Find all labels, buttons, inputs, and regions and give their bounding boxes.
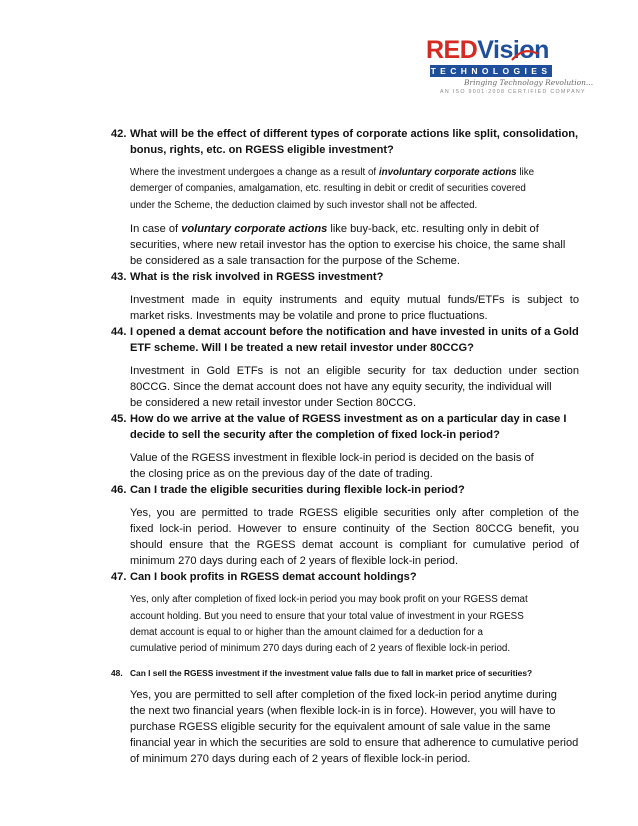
answer-43: Investment made in equity instruments and equity mutual funds/ETFs is subject to market risks. Investments may be volatile and prone to price fluctuations.: [130, 294, 579, 323]
company-logo: [426, 36, 594, 98]
faq-content: [111, 126, 579, 767]
question-46: 46. Can I trade the eligible securities during flexible lock-in period?: [111, 484, 465, 497]
logo-tagline: Bringing Technology Revolution...: [464, 78, 594, 87]
question-45: 45. How do we arrive at the value of RGESS investment as on a particular day in case I decide to sell the security after the completion of fixed lock-in period?: [111, 413, 567, 442]
answer-45: Value of the RGESS investment in flexible lock-in period is decided on the basis of the closing price as on the previous day of the date of trading.: [130, 452, 534, 481]
answer-42-para-1: Where the investment undergoes a change as a result of involuntary corporate actions like demerger of companies, amalgamation, etc. resulting in debit or credit of securities covered under the Scheme, the deduction claimed by such investor shall not be affected.: [130, 167, 535, 211]
question-44: 44. I opened a demat account before the notification and have invested in units of a Gold ETF scheme. Will I be treated a new retail investor under 80CCG?: [111, 326, 579, 355]
question-43: 43. What is the risk involved in RGESS investment?: [111, 271, 384, 284]
answer-48: Yes, you are permitted to sell after completion of the fixed lock-in period anytime during the next two financial years (when flexible lock-in is in force). However, you will have to purchase RGESS eligible security for the equivalent amount of sale value in the same financial year in which the securities are sold to ensure that adherence to cumulative period of minimum 270 days during each of 2 years of flexible lock-in period.: [130, 688, 579, 765]
question-48: 48. Can I sell the RGESS investment if the investment value falls due to fall in market price of securities?: [111, 667, 533, 678]
question-42: [111, 126, 579, 158]
logo-technologies-band: TECHNOLOGIES: [430, 66, 552, 76]
logo-vision-text: Vision: [477, 36, 549, 64]
answer-47: Yes, only after completion of fixed lock-in period you may book profit on your RGESS demat account holding. But you need to ensure that your total value of investment in your RGESS demat account is equal to or higher than the amount claimed for a deduction for a cumulative period of minimum 270 days during each of 2 years of flexible lock-in period.: [130, 594, 528, 655]
question-text-cont: bonus, rights, etc. on RGESS eligible investment?: [130, 144, 394, 156]
emphasis-involuntary: involuntary corporate actions: [378, 167, 517, 178]
answer-44: Investment in Gold ETFs is not an eligible security for tax deduction under section 80CCG. Since the demat account does not have any equity security, the individual will be considered a new retail investor under Section 80CCG.: [130, 365, 579, 410]
answer-42-para-2: In case of voluntary corporate actions like buy-back, etc. resulting only in debit of securities, where new retail investor has the option to exercise his choice, the same shall be considered as a sale transaction for the purpose of the Scheme.: [130, 223, 566, 268]
logo-red-text: RED: [426, 36, 478, 64]
answer-46: Yes, you are permitted to trade RGESS eligible securities only after completion of the fixed lock-in period. However to ensure continuity of the Section 80CCG benefit, you should ensure that the RGESS demat account is compliant for cumulative period of minimum 270 days during each of 2 years of flexible lock-in period.: [130, 507, 579, 568]
logo-certification: AN ISO 9001:2008 CERTIFIED COMPANY: [440, 89, 586, 95]
logo-swoosh-icon: [510, 48, 540, 62]
question-47: 47. Can I book profits in RGESS demat account holdings?: [111, 571, 417, 584]
emphasis-voluntary: voluntary corporate actions: [181, 223, 328, 236]
question-text: What will be the effect of different types of corporate actions like split, consolidation,: [130, 128, 579, 140]
question-number: 42.: [111, 128, 127, 140]
